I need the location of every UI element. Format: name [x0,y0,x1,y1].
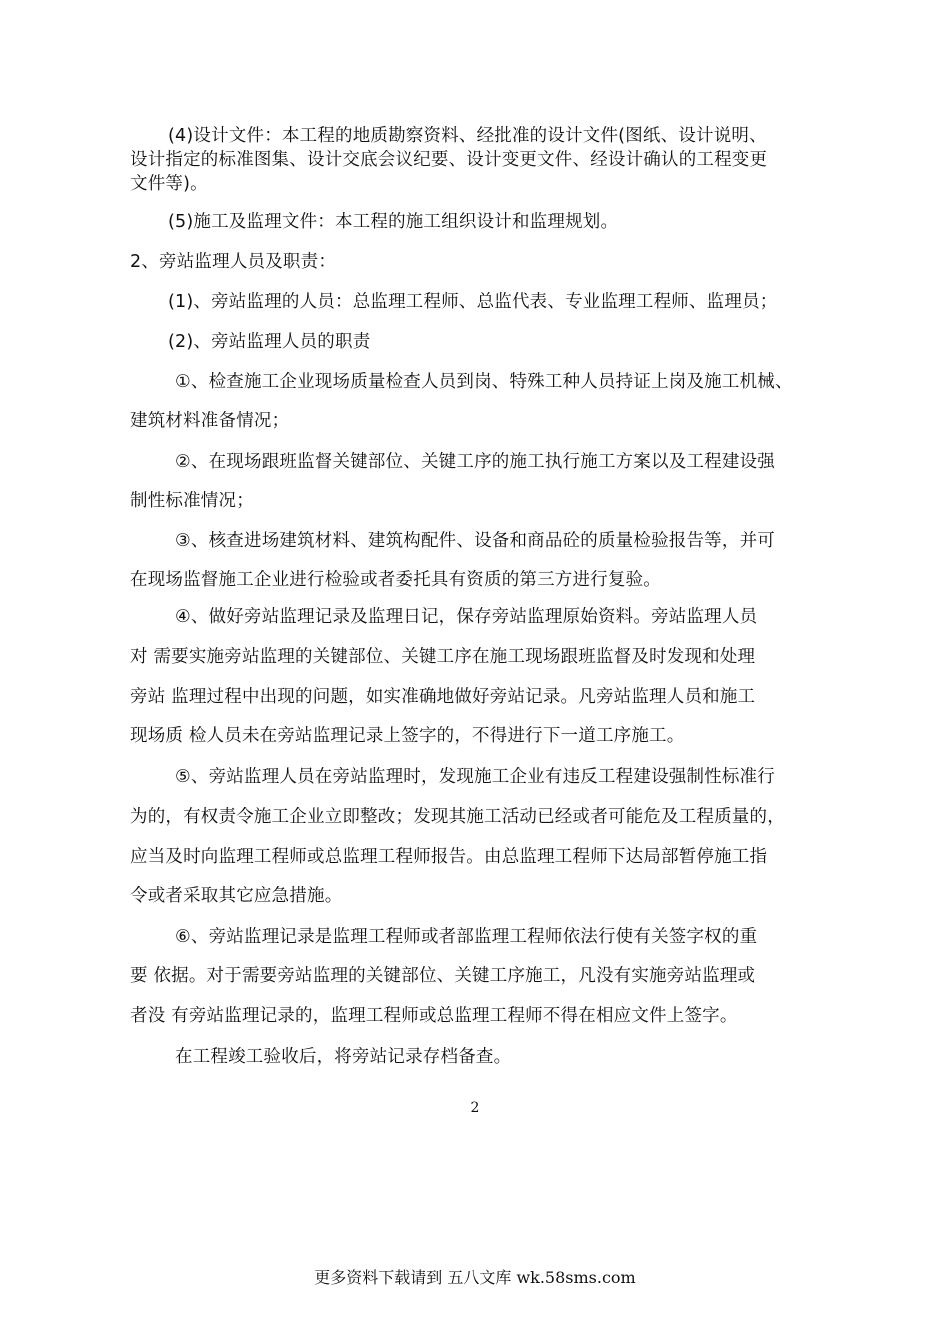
paragraph-line: ⑥、旁站监理记录是监理工程师或者部监理工程师依法行使有关签字权的重 [175,927,758,947]
paragraph-line: (1)、旁站监理的人员：总监理工程师、总监代表、专业监理工程师、监理员； [168,292,778,312]
paragraph-line: ①、检查施工企业现场质量检查人员到岗、特殊工种人员持证上岗及施工机械、 [175,372,793,392]
paragraph-line: 在工程竣工验收后，将旁站记录存档备查。 [175,1047,512,1067]
paragraph-line: 设计指定的标准图集、设计交底会议纪要、设计变更文件、经设计确认的工程变更 [130,150,768,170]
paragraph-line: 建筑材料准备情况； [130,411,290,431]
footer-text: 更多资料下载请到 五八文库 wk.58sms.com [314,1268,636,1287]
page-number: 2 [470,1100,480,1116]
paragraph-line: 应当及时向监理工程师或总监理工程师报告。由总监理工程师下达局部暂停施工指 [130,847,768,867]
paragraph-line: 要 依据。对于需要旁站监理的关键部位、关键工序施工，凡没有实施旁站监理或 [130,966,756,986]
paragraph-line: 为的，有权责令施工企业立即整改；发现其施工活动已经或者可能危及工程质量的， [130,807,785,827]
paragraph-line: 旁站 监理过程中出现的问题，如实准确地做好旁站记录。凡旁站监理人员和施工 [130,687,756,707]
paragraph-line: ③、核查进场建筑材料、建筑构配件、设备和商品砼的质量检验报告等，并可 [175,531,775,551]
paragraph-line: 令或者采取其它应急措施。 [130,886,343,906]
paragraph-line: 者没 有旁站监理记录的，监理工程师或总监理工程师不得在相应文件上签字。 [130,1006,738,1026]
section-heading: 2、旁站监理人员及职责： [130,252,337,272]
paragraph-line: (2)、旁站监理人员的职责 [168,332,371,352]
paragraph-line: 在现场监督施工企业进行检验或者委托具有资质的第三方进行复验。 [130,570,661,590]
paragraph-line: ④、做好旁站监理记录及监理日记，保存旁站监理原始资料。旁站监理人员 [175,607,758,627]
paragraph-line: 对 需要实施旁站监理的关键部位、关键工序在施工现场跟班监督及时发现和处理 [130,647,756,667]
paragraph-line: ②、在现场跟班监督关键部位、关键工序的施工执行施工方案以及工程建设强 [175,452,775,472]
paragraph-line: ⑤、旁站监理人员在旁站监理时，发现施工企业有违反工程建设强制性标准行 [175,767,775,787]
paragraph-line: (5)施工及监理文件：本工程的施工组织设计和监理规划。 [168,212,619,232]
paragraph-line: 制性标准情况； [130,491,254,511]
paragraph-line: (4)设计文件：本工程的地质勘察资料、经批准的设计文件(图纸、设计说明、 [168,126,767,146]
paragraph-line: 现场质 检人员未在旁站监理记录上签字的，不得进行下一道工序施工。 [130,726,685,746]
paragraph-line: 文件等)。 [130,174,208,194]
